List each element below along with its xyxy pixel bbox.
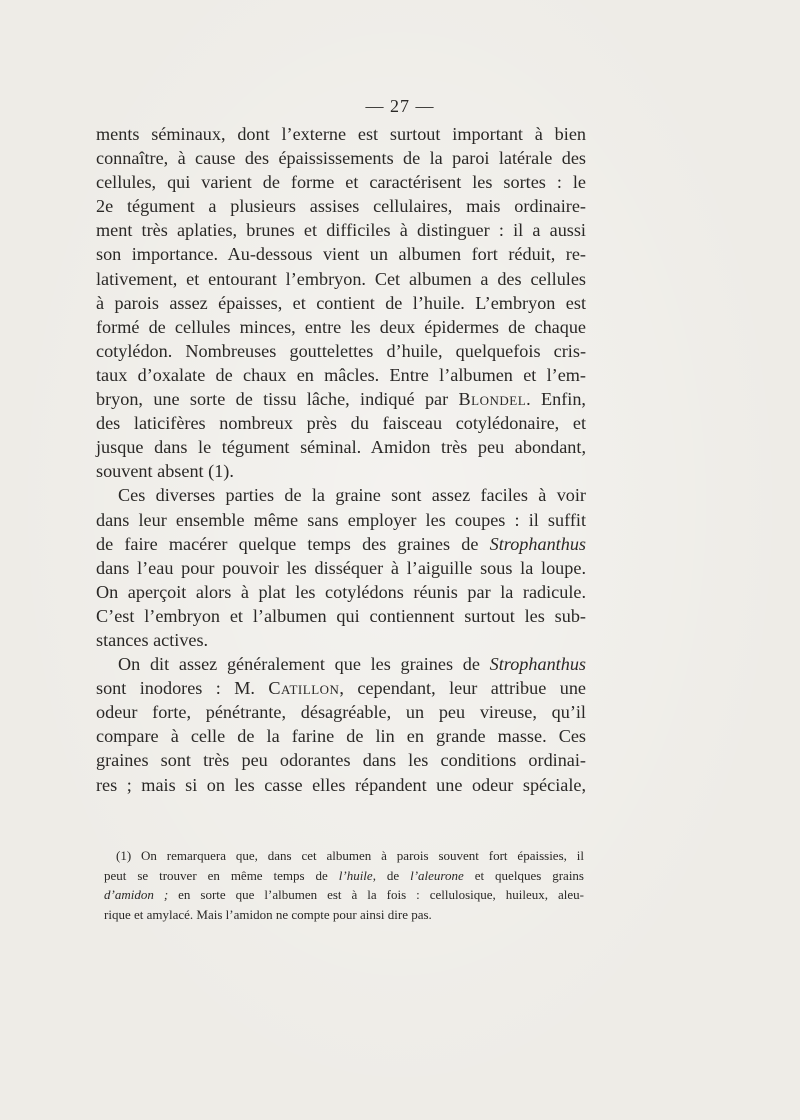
text-line: des laticifères nombreux près du faisceau cotylédonaire, et: [96, 413, 586, 434]
text-line: dans leur ensemble même sans employer les coupes : il suffit: [96, 509, 586, 530]
text-line: On aperçoit alors à plat les cotylédons réunis par la radicule.: [96, 581, 586, 602]
footnote-line: (1) On remarquera que, dans cet albumen à parois souvent fort épaissies, il: [116, 848, 584, 863]
text-segment: , cependant, leur attribue une: [339, 678, 586, 699]
text-line: ments séminaux, dont l’externe est surtout important à bien: [96, 124, 586, 144]
text-line: stances actives.: [96, 629, 209, 650]
footnote-line: rique et amylacé. Mais l’amidon ne compte pour ainsi dire pas.: [104, 906, 432, 922]
footnote: [104, 846, 584, 924]
text-line: son importance. Au-dessous vient un albumen fort réduit, re-: [96, 244, 586, 265]
text-line: cellules, qui varient de forme et caractérisent les sortes : le: [96, 172, 586, 193]
text-line: [96, 652, 586, 676]
author-name: Catillon: [268, 678, 340, 699]
text-line: C’est l’embryon et l’albumen qui contiennent surtout les sub-: [96, 605, 586, 626]
paragraph-1: [96, 122, 586, 483]
text-line: ment très aplaties, brunes et difficiles à distinguer : il a aussi: [96, 220, 586, 241]
page-number: — 27 —: [365, 96, 435, 116]
text-line: res ; mais si on les casse elles répandent une odeur spéciale,: [96, 774, 586, 795]
text-segment: en sorte que l’albumen est à la fois : cellulosique, huileux, aleu-: [168, 887, 584, 902]
paragraph-2: [96, 483, 586, 652]
text-segment: de faire macérer quelque temps des graines de: [96, 533, 490, 554]
text-line: formé de cellules minces, entre les deux épidermes de chaque: [96, 316, 586, 337]
text-line: cotylédon. Nombreuses gouttelettes d’huile, quelquefois cris-: [96, 340, 586, 361]
text-line: compare à celle de la farine de lin en grande masse. Ces: [96, 726, 586, 747]
text-line: odeur forte, pénétrante, désagréable, un peu vireuse, qu’il: [96, 702, 586, 723]
author-name: Blondel: [458, 389, 527, 410]
footnote-line: [104, 885, 584, 905]
text-segment: . Enfin,: [526, 389, 586, 410]
text-line: jusque dans le tégument séminal. Amidon très peu abondant,: [96, 437, 586, 458]
italic-term: l’huile: [338, 867, 373, 883]
text-line: [96, 387, 586, 411]
text-line: [96, 532, 586, 556]
italic-term: l’aleurone: [410, 867, 464, 883]
text-line: lativement, et entourant l’embryon. Cet albumen a des cellules: [96, 268, 586, 289]
footnote-line: [104, 866, 584, 886]
text-segment: bryon, une sorte de tissu lâche, indiqué par: [96, 389, 459, 410]
text-line: graines sont très peu odorantes dans les conditions ordinai-: [96, 750, 586, 771]
italic-term: d’amidon ;: [104, 887, 169, 902]
text-line: Ces diverses parties de la graine sont assez faciles à voir: [118, 485, 586, 506]
body-text: [96, 122, 586, 797]
genus-name: Strophanthus: [489, 533, 586, 554]
text-line: à parois assez épaisses, et contient de l’huile. L’embryon est: [96, 292, 586, 313]
text-line: 2e tégument a plusieurs assises cellulaires, mais ordinaire-: [96, 196, 586, 217]
text-segment: On dit assez généralement que les graines de: [118, 654, 490, 675]
text-line: taux d’oxalate de chaux en mâcles. Entre l’albumen et l’em-: [96, 364, 586, 385]
text-segment: et quelques grains: [463, 867, 584, 883]
text-line: [96, 676, 586, 700]
text-line: souvent absent (1).: [96, 461, 234, 482]
genus-name: Strophanthus: [489, 654, 586, 675]
text-line: dans l’eau pour pouvoir les disséquer à l’aiguille sous la loupe.: [96, 557, 586, 578]
text-segment: peut se trouver en même temps de: [104, 867, 339, 883]
text-line: connaître, à cause des épaississements de la paroi latérale des: [96, 148, 586, 169]
paragraph-3: [96, 652, 586, 797]
text-segment: sont inodores : M.: [96, 678, 269, 699]
text-segment: , de: [372, 867, 411, 883]
